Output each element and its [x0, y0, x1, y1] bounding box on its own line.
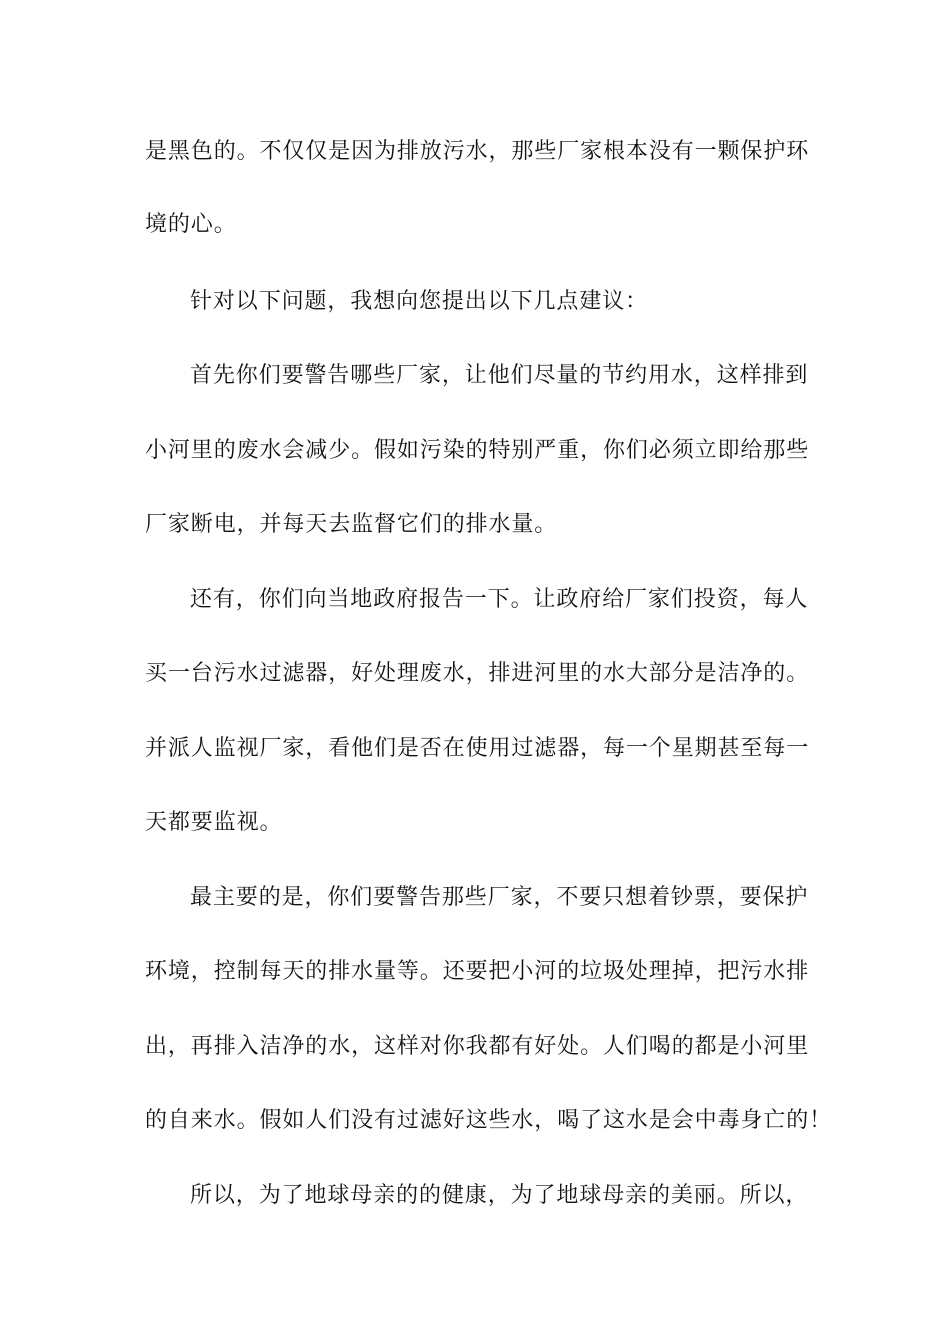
text-line: 并派人监视厂家，看他们是否在使用过滤器，每一个星期甚至每一	[145, 736, 810, 761]
paragraph-start-line: 还有，你们向当地政府报告一下。让政府给厂家们投资，每人	[190, 587, 809, 612]
text-line: 出，再排入洁净的水，这样对你我都有好处。人们喝的都是小河里	[145, 1034, 810, 1059]
paragraph-start-line: 首先你们要警告哪些厂家，让他们尽量的节约用水，这样排到	[190, 363, 809, 388]
paragraph-start-line: 所以，为了地球母亲的的健康，为了地球母亲的美丽。所以，	[190, 1183, 809, 1208]
paragraph-start-line: 针对以下问题，我想向您提出以下几点建议：	[190, 289, 649, 314]
paragraph-start-line: 最主要的是，你们要警告那些厂家，不要只想着钞票，要保护	[190, 885, 809, 910]
text-line: 是黑色的。不仅仅是因为排放污水，那些厂家根本没有一颗保护环	[145, 139, 810, 164]
text-line: 的自来水。假如人们没有过滤好这些水，喝了这水是会中毒身亡的！	[145, 1108, 833, 1133]
text-line: 小河里的废水会减少。假如污染的特别严重，你们必须立即给那些	[145, 438, 810, 463]
text-line: 买一台污水过滤器，好处理废水，排进河里的水大部分是洁净的。	[145, 661, 810, 686]
text-line: 天都要监视。	[145, 810, 283, 835]
text-line: 厂家断电，并每天去监督它们的排水量。	[145, 512, 558, 537]
text-line: 境的心。	[145, 212, 237, 237]
text-line: 环境，控制每天的排水量等。还要把小河的垃圾处理掉，把污水排	[145, 959, 810, 984]
